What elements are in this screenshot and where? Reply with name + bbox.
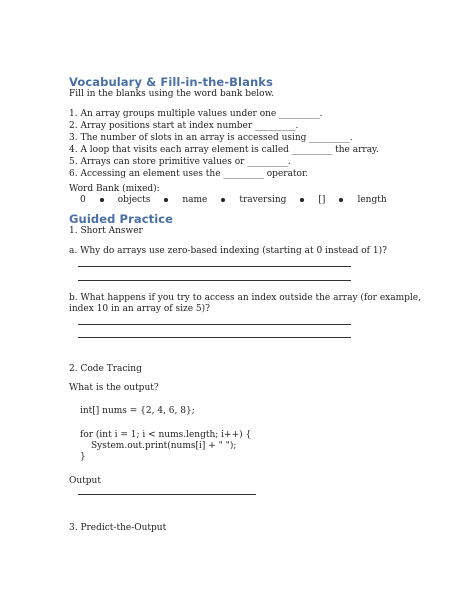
bullet-icon [339, 198, 343, 202]
output-answer-line[interactable] [78, 494, 256, 495]
vocab-instructions: Fill in the blanks using the word bank below. [69, 89, 275, 99]
word-bank-item: 0 [80, 195, 86, 205]
answer-line[interactable] [78, 266, 351, 267]
answer-line[interactable] [78, 324, 351, 325]
vocab-item-5: 5. Arrays can store primitive values or _________. [69, 157, 291, 167]
word-bank-item: traversing [239, 195, 287, 205]
predict-output-title: 3. Predict-the-Output [69, 523, 167, 533]
short-answer-title: 1. Short Answer [69, 226, 143, 236]
vocab-item-2: 2. Array positions start at index number _________. [69, 121, 299, 131]
bullet-icon [164, 198, 168, 202]
vocab-item-1: 1. An array groups multiple values under one _________. [69, 109, 323, 119]
code-tracing-title: 2. Code Tracing [69, 364, 142, 374]
question-b-line2: index 10 in an array of size 5)? [69, 304, 210, 314]
code-line-declaration: int[] nums = {2, 4, 6, 8}; [80, 406, 195, 416]
bullet-icon [300, 198, 304, 202]
answer-line[interactable] [78, 337, 351, 338]
word-bank-item: [] [318, 195, 326, 205]
word-bank-list [80, 195, 387, 205]
code-line-print: System.out.print(nums[i] + " "); [91, 441, 237, 451]
vocab-item-4: 4. A loop that visits each array element is called _________ the array. [69, 145, 379, 155]
answer-line[interactable] [78, 280, 351, 281]
output-question: What is the output? [69, 383, 159, 393]
vocab-item-6: 6. Accessing an element uses the _________ operator. [69, 169, 309, 179]
bullet-icon [100, 198, 104, 202]
word-bank-item: objects [117, 195, 151, 205]
vocab-heading: Vocabulary & Fill-in-the-Blanks [69, 75, 273, 89]
word-bank-item: length [357, 195, 387, 205]
word-bank-item: name [182, 195, 208, 205]
vocab-item-3: 3. The number of slots in an array is accessed using _________. [69, 133, 353, 143]
guided-practice-heading: Guided Practice [69, 212, 174, 226]
output-label: Output [69, 476, 101, 486]
bullet-icon [221, 198, 225, 202]
code-line-for: for (int i = 1; i < nums.length; i++) { [80, 430, 252, 440]
word-bank-label: Word Bank (mixed): [69, 184, 160, 194]
code-line-close: } [80, 452, 86, 462]
question-b-line1: b. What happens if you try to access an index outside the array (for example, [69, 293, 421, 303]
question-a: a. Why do arrays use zero-based indexing (starting at 0 instead of 1)? [69, 246, 387, 256]
